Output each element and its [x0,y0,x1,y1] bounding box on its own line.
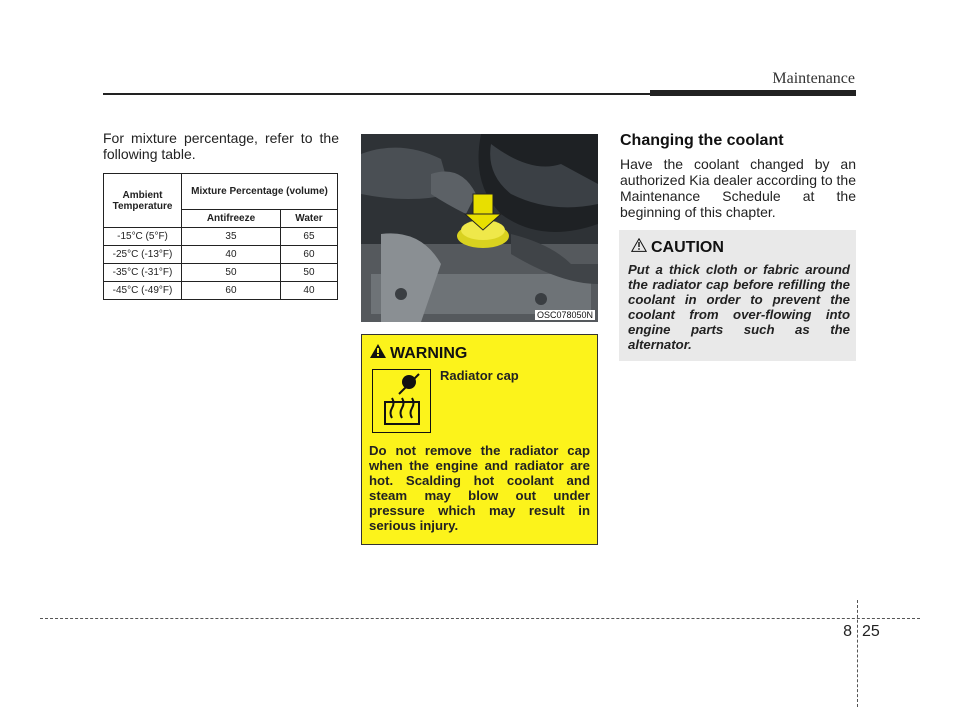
footer-divider [857,600,858,707]
chapter-number: 8 [843,623,852,640]
cell-water: 50 [280,264,337,282]
cell-antifreeze: 40 [182,246,281,264]
cell-antifreeze: 50 [182,264,281,282]
engine-photo [361,134,598,322]
cell-temp: -15°C (5°F) [104,228,182,246]
section-title: Maintenance [772,70,855,87]
cell-antifreeze: 35 [182,228,281,246]
caution-body: Put a thick cloth or fabric around the radiator cap before refilling the coolant in order to prevent the coolant from over-flowing into engine parts such as the alternator. [628,262,850,352]
table-row [104,264,338,282]
cell-temp: -25°C (-13°F) [104,246,182,264]
table-row [104,282,338,300]
header-rule-accent [650,90,856,96]
intro-text: For mixture percentage, refer to the following table. [103,130,339,162]
caution-box [619,230,856,361]
warning-box [361,334,598,545]
engine-illustration [361,134,598,322]
col-header-antifreeze: Antifreeze [182,210,281,228]
photo-code: OSC078050N [536,310,593,320]
page-number: 25 [862,623,880,640]
cell-antifreeze: 60 [182,282,281,300]
caution-title: CAUTION [651,239,724,256]
cell-water: 65 [280,228,337,246]
col-header-ambient: Ambient Temperature [104,174,182,228]
mixture-table [103,173,338,300]
footer-rule [40,618,920,619]
caution-heading [631,238,724,257]
col-header-water: Water [280,210,337,228]
warning-heading [370,344,467,363]
cell-temp: -45°C (-49°F) [104,282,182,300]
hot-radiator-icon [372,369,431,433]
table-row [104,246,338,264]
col-header-mixture: Mixture Percentage (volume) [182,174,338,210]
warning-body: Do not remove the radiator cap when the engine and radiator are hot. Scalding hot coolant and steam may blow out under pressure which may result in serious injury. [369,443,590,533]
cell-water: 40 [280,282,337,300]
warning-title: WARNING [390,345,468,362]
changing-coolant-heading: Changing the coolant [620,132,784,149]
caution-icon [631,238,647,257]
warning-subtitle: Radiator cap [440,368,519,383]
header-rule [103,93,658,95]
changing-coolant-text: Have the coolant changed by an authorized Kia dealer according to the Maintenance Schedule at the beginning of this chapter. [620,156,856,220]
cell-water: 60 [280,246,337,264]
cell-temp: -35°C (-31°F) [104,264,182,282]
warning-icon [370,344,386,363]
table-row [104,228,338,246]
